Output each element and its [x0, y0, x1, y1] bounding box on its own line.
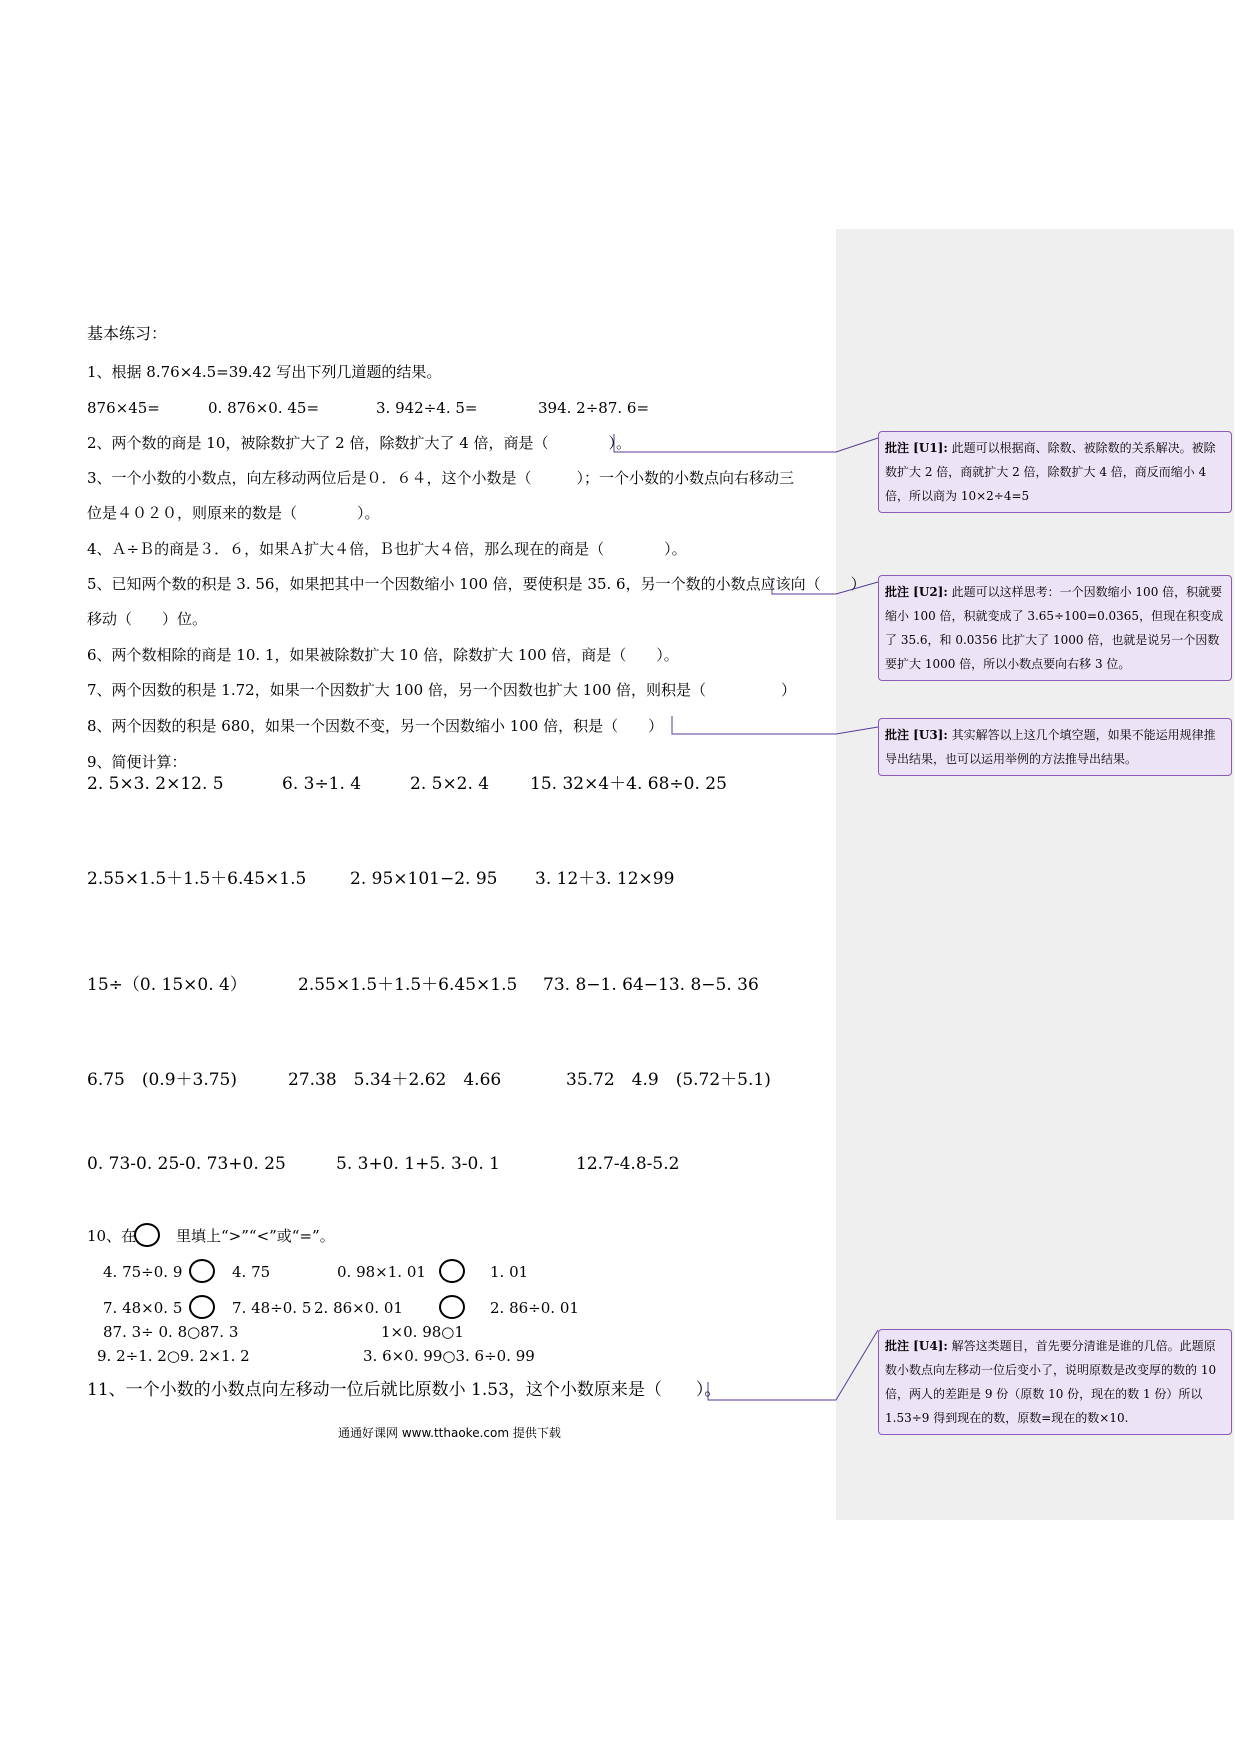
question-6: 6、两个数相除的商是 10. 1，如果被除数扩大 10 倍，除数扩大 100 倍，商是（ ）。	[87, 646, 679, 664]
compare-circle-4[interactable]	[439, 1295, 465, 1319]
section-heading: 基本练习：	[87, 324, 168, 343]
question-2: 2、两个数的商是 10，被除数扩大了 2 倍，除数扩大了 4 倍，商是（ ）。	[87, 434, 632, 452]
compare-circle-1[interactable]	[189, 1259, 215, 1283]
calc-r3-2: 2.55×1.5＋1.5＋6.45×1.5	[298, 975, 518, 995]
calc-r5-3: 12.7-4.8-5.2	[576, 1154, 680, 1174]
calc-r3-3: 73. 8−1. 64−13. 8−5. 36	[543, 975, 759, 995]
comment-u4-label: 批注 [U4]:	[885, 1339, 948, 1353]
page-footer: 通通好课网 www.tthaoke.com 提供下载	[338, 1426, 561, 1440]
question-3-line-1: 3、一个小数的小数点，向左移动两位后是０．６４，这个小数是（ ）；一个小数的小数点向右移动三	[87, 469, 795, 487]
calc-r1-4: 15. 32×4＋4. 68÷0. 25	[530, 774, 727, 794]
comment-u2-text: 此题可以这样思考：一个因数缩小 100 倍，积就要缩小 100 倍，积就变成了 3.65÷100=0.0365，但现在积变成了 35.6，和 0.0356 比扩大了 1000 倍，也就是说另一个因数要扩大 1000 倍，所以小数点要向右移 3 位。	[885, 585, 1224, 671]
comment-u3	[878, 718, 1232, 776]
cmp-r1-d: 1. 01	[490, 1263, 529, 1281]
comment-u1	[878, 431, 1232, 513]
connector-u1	[614, 434, 878, 452]
question-7: 7、两个因数的积是 1.72，如果一个因数扩大 100 倍，另一个因数也扩大 100 倍，则积是（ ）	[87, 681, 797, 699]
cmp-r1-b: 4. 75	[232, 1263, 271, 1281]
cmp-r1-c: 0. 98×1. 01	[337, 1263, 426, 1281]
cmp-r4-b: 3. 6×0. 99○3. 6÷0. 99	[363, 1347, 535, 1365]
cmp-r2-a: 7. 48×0. 5	[103, 1299, 183, 1317]
cmp-r3-b: 1×0. 98○1	[381, 1323, 464, 1341]
q1-item-3: 3. 942÷4. 5=	[376, 399, 478, 417]
question-3-line-2: 位是４０２０，则原来的数是（ ）。	[87, 504, 380, 522]
connector-u3	[672, 716, 878, 734]
calc-r5-2: 5. 3+0. 1+5. 3-0. 1	[336, 1154, 500, 1174]
question-10-title-b: 里填上“>”“<”或“=”。	[176, 1227, 335, 1245]
comment-u1-text: 此题可以根据商、除数、被除数的关系解决。被除数扩大 2 倍，商就扩大 2 倍，除数扩大 4 倍，商反而缩小 4 倍，所以商为 10×2÷4=5	[885, 441, 1216, 503]
comment-u1-label: 批注 [U1]:	[885, 441, 948, 455]
cmp-r2-d: 2. 86÷0. 01	[490, 1299, 579, 1317]
calc-r1-2: 6. 3÷1. 4	[282, 774, 362, 794]
question-4: 4、Ａ÷Ｂ的商是３．６，如果Ａ扩大４倍，Ｂ也扩大４倍，那么现在的商是（ ）。	[87, 540, 687, 558]
cmp-r3-a: 87. 3÷ 0. 8○87. 3	[103, 1323, 239, 1341]
calc-r1-3: 2. 5×2. 4	[410, 774, 490, 794]
question-1: 1、根据 8.76×4.5=39.42 写出下列几道题的结果。	[87, 363, 442, 381]
calc-r4-1: 6.75 (0.9＋3.75)	[87, 1070, 238, 1090]
calc-r3-1: 15÷（0. 15×0. 4）	[87, 975, 247, 995]
cmp-r1-a: 4. 75÷0. 9	[103, 1263, 183, 1281]
question-5-line-2: 移动（ ）位。	[87, 610, 208, 628]
calc-r2-3: 3. 12＋3. 12×99	[535, 869, 675, 889]
compare-circle-3[interactable]	[189, 1295, 215, 1319]
cmp-r2-b: 7. 48÷0. 5	[232, 1299, 312, 1317]
comment-u2	[878, 575, 1232, 681]
calc-r2-2: 2. 95×101−2. 95	[350, 869, 498, 889]
question-10-title-a: 10、在	[87, 1227, 137, 1245]
calc-r4-2: 27.38 5.34＋2.62 4.66	[288, 1070, 502, 1090]
comment-u2-label: 批注 [U2]:	[885, 585, 948, 599]
calc-r1-1: 2. 5×3. 2×12. 5	[87, 774, 224, 794]
comment-u3-text: 其实解答以上这几个填空题，如果不能运用规律推导出结果，也可以运用举例的方法推导出结果。	[885, 728, 1216, 766]
calc-r4-3: 35.72 4.9 (5.72＋5.1)	[566, 1070, 771, 1090]
connector-u4	[708, 1330, 878, 1400]
q1-item-2: 0. 876×0. 45=	[208, 399, 320, 417]
compare-circle-2[interactable]	[439, 1259, 465, 1283]
comment-u4-text: 解答这类题目，首先要分清谁是谁的几倍。此题原数小数点向左移动一位后变小了，说明原数是改变厚的数的 10 倍，两人的差距是 9 份（原数 10 份，现在的数 1 份）所以 1.53÷9 得到现在的数，原数=现在的数×10.	[885, 1339, 1217, 1425]
calc-r2-1: 2.55×1.5＋1.5＋6.45×1.5	[87, 869, 307, 889]
q1-item-1: 876×45=	[87, 399, 160, 417]
question-11: 11、一个小数的小数点向左移动一位后就比原数小 1.53，这个小数原来是（ ）。	[87, 1380, 722, 1400]
compare-circle-title	[134, 1223, 160, 1247]
cmp-r2-c: 2. 86×0. 01	[314, 1299, 403, 1317]
q1-item-4: 394. 2÷87. 6=	[538, 399, 650, 417]
question-8: 8、两个因数的积是 680，如果一个因数不变，另一个因数缩小 100 倍，积是（ ）	[87, 717, 664, 735]
question-9-title: 9、简便计算：	[87, 753, 187, 771]
comment-u3-label: 批注 [U3]:	[885, 728, 948, 742]
comment-u4	[878, 1329, 1232, 1435]
question-5-line-1: 5、已知两个数的积是 3. 56，如果把其中一个因数缩小 100 倍，要使积是 35. 6，另一个数的小数点应该向（ ）	[87, 575, 866, 593]
calc-r5-1: 0. 73-0. 25-0. 73+0. 25	[87, 1154, 286, 1174]
cmp-r4-a: 9. 2÷1. 2○9. 2×1. 2	[97, 1347, 250, 1365]
